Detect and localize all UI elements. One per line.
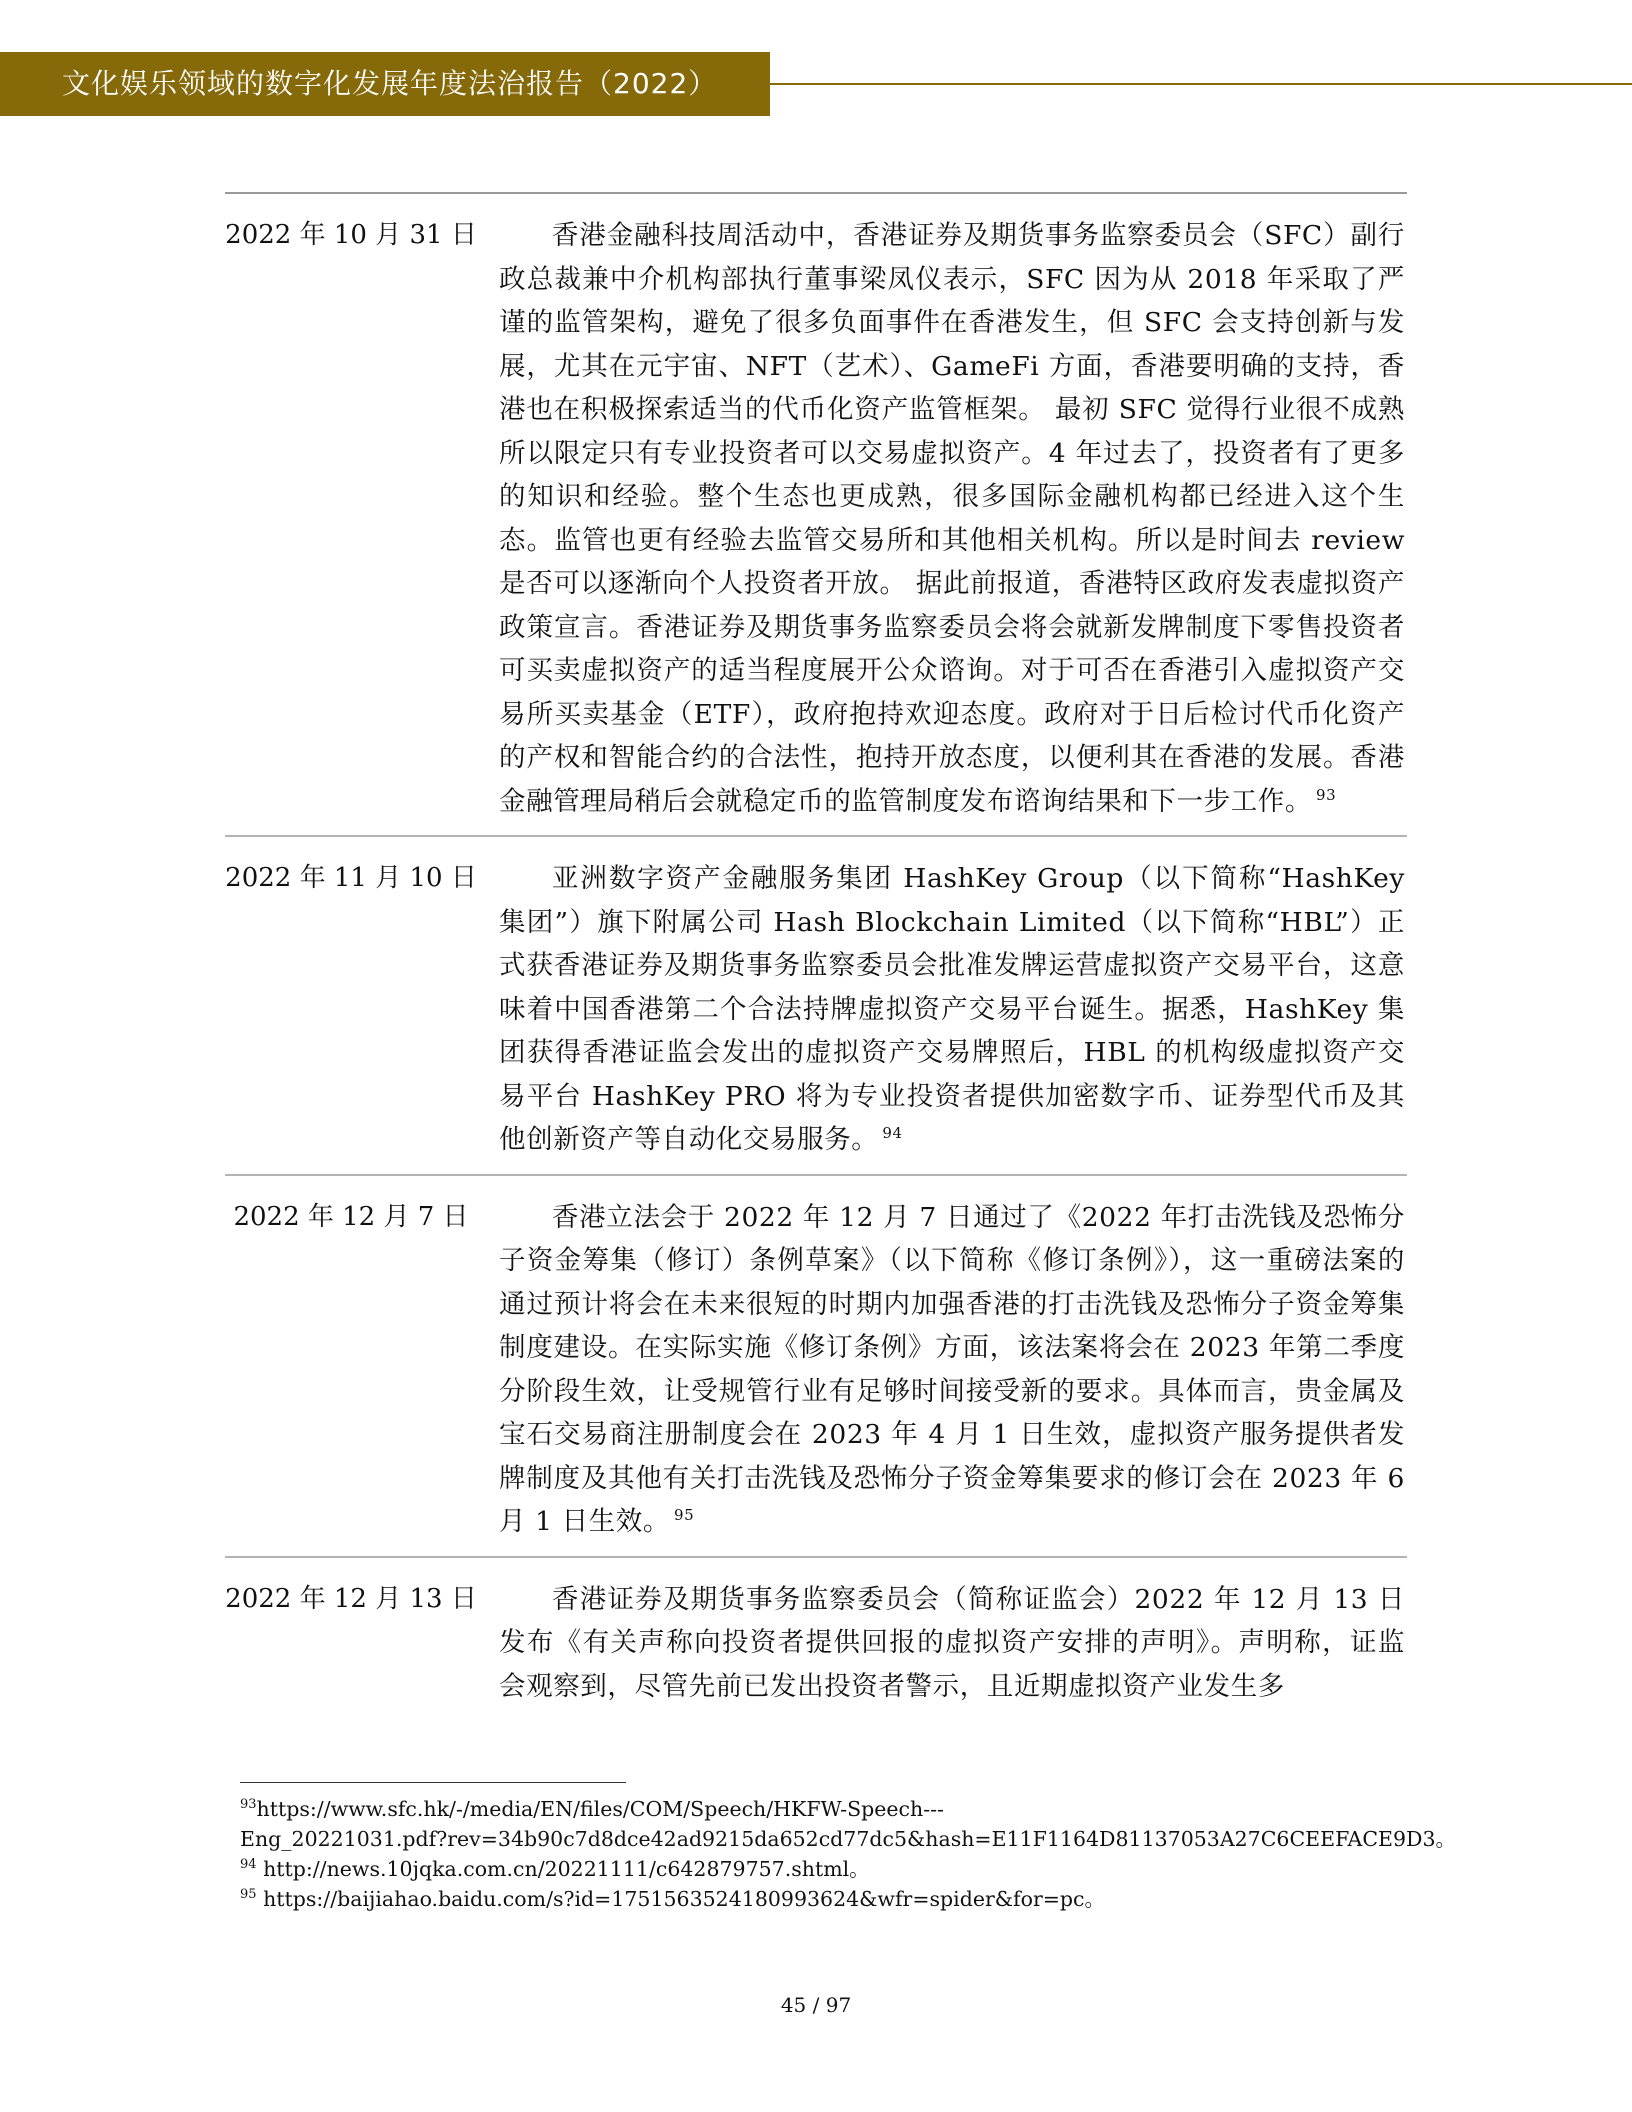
footnote-ref[interactable]: 95 <box>674 1506 695 1525</box>
header-rule <box>770 83 1632 85</box>
event-row <box>225 1174 1407 1556</box>
event-text: 香港证券及期货事务监察委员会（简称证监会）2022 年 12 月 13 日发布《有关声称向投资者提供回报的虚拟资产安排的声明》。声明称，证监会观察到，尽管先前已发出投资者警示，且近期虚拟资产业发生多 <box>499 1583 1405 1702</box>
footnote-mark: 93 <box>240 1797 257 1813</box>
event-description <box>487 1578 1407 1708</box>
event-row <box>225 192 1407 835</box>
event-row <box>225 835 1407 1174</box>
event-date: 2022 年 11 月 10 日 <box>225 863 477 893</box>
footnote-95[interactable] <box>240 1884 1420 1914</box>
event-text: 香港立法会于 2022 年 12 月 7 日通过了《2022 年打击洗钱及恐怖分子资金筹集（修订）条例草案》（以下简称《修订条例》），这一重磅法案的通过预计将会在未来很短的时期内加强香港的打击洗钱及恐怖分子资金筹集制度建设。在实际实施《修订条例》方面，该法案将会在 2023 年第二季度分阶段生效，让受规管行业有足够时间接受新的要求。具体而言，贵金属及宝石交易商注册制度会在 2023 年 4 月 1 日生效，虚拟资产服务提供者发牌制度及其他有关打击洗钱及恐怖分子资金筹集要求的修订会在 2023 年 6 月 1 日生效。 <box>499 1201 1405 1537</box>
event-text: 香港金融科技周活动中，香港证券及期货事务监察委员会（SFC）副行政总裁兼中介机构部执行董事梁凤仪表示，SFC 因为从 2018 年采取了严谨的监管架构，避免了很多负面事件在香港发生，但 SFC 会支持创新与发展，尤其在元宇宙、NFT（艺术）、GameFi 方面，香港要明确的支持，香港也在积极探索适当的代币化资产监管框架。 最初 SFC 觉得行业很不成熟所以限定只有专业投资者可以交易虚拟资产。4 年过去了，投资者有了更多的知识和经验。整个生态也更成熟，很多国际金融机构都已经进入这个生态。监管也更有经验去监管交易所和其他相关机构。所以是时间去 review 是否可以逐渐向个人投资者开放。 据此前报道，香港特区政府发表虚拟资产政策宣言。香港证券及期货事务监察委员会将会就新发牌制度下零售投资者可买卖虚拟资产的适当程度展开公众谘询。对于可否在香港引入虚拟资产交易所买卖基金（ETF），政府抱持欢迎态度。政府对于日后检讨代币化资产的产权和智能合约的合法性，抱持开放态度，以便利其在香港的发展。香港金融管理局稍后会就稳定币的监管制度发布谘询结果和下一步工作。 <box>499 220 1405 817</box>
footnotes <box>240 1794 1456 1914</box>
event-date: 2022 年 10 月 31 日 <box>225 220 477 250</box>
footnote-link[interactable]: Eng_20221031.pdf?rev=34b90c7d8dce42ad9215da652cd77dc5&hash=E11F1164D81137053A27C6CEEFACE9D3。 <box>240 1827 1456 1851</box>
report-header-title: 文化娱乐领域的数字化发展年度法治报告（2022） <box>0 52 770 116</box>
footnote-link[interactable]: http://news.10jqka.com.cn/20221111/c642879757.shtml。 <box>256 1857 870 1881</box>
event-row <box>225 1556 1407 1720</box>
footnote-ref[interactable]: 94 <box>882 1124 903 1143</box>
event-description <box>487 214 1407 823</box>
footnote-ref[interactable]: 93 <box>1316 785 1337 804</box>
footnote-mark: 95 <box>240 1887 257 1903</box>
footnote-93-cont[interactable] <box>240 1824 1456 1854</box>
footnote-link[interactable]: https://baijiahao.baidu.com/s?id=1751563524180993624&wfr=spider&for=pc。 <box>256 1887 1106 1911</box>
event-description <box>487 1196 1407 1544</box>
event-date: 2022 年 12 月 7 日 <box>233 1201 469 1232</box>
event-text: 亚洲数字资产金融服务集团 HashKey Group（以下简称“HashKey 集团”）旗下附属公司 Hash Blockchain Limited（以下简称“HBL”）正式获香港证券及期货事务监察委员会批准发牌运营虚拟资产交易平台，这意味着中国香港第二个合法持牌虚拟资产交易平台诞生。据悉，HashKey 集团获得香港证监会发出的虚拟资产交易牌照后，HBL 的机构级虚拟资产交易平台 HashKey PRO 将为专业投资者提供加密数字币、证券型代币及其他创新资产等自动化交易服务。 <box>499 863 1405 1155</box>
footnote-separator <box>240 1782 626 1783</box>
footnote-93[interactable] <box>240 1794 1420 1824</box>
footnote-94[interactable] <box>240 1854 1420 1884</box>
footnote-mark: 94 <box>240 1857 257 1873</box>
event-description <box>487 857 1407 1162</box>
event-date: 2022 年 12 月 13 日 <box>225 1583 477 1614</box>
page-number: 45 / 97 <box>780 1993 852 2017</box>
event-table <box>225 192 1407 1720</box>
footnote-link[interactable]: https://www.sfc.hk/-/media/EN/files/COM/Speech/HKFW-Speech--- <box>256 1797 944 1821</box>
